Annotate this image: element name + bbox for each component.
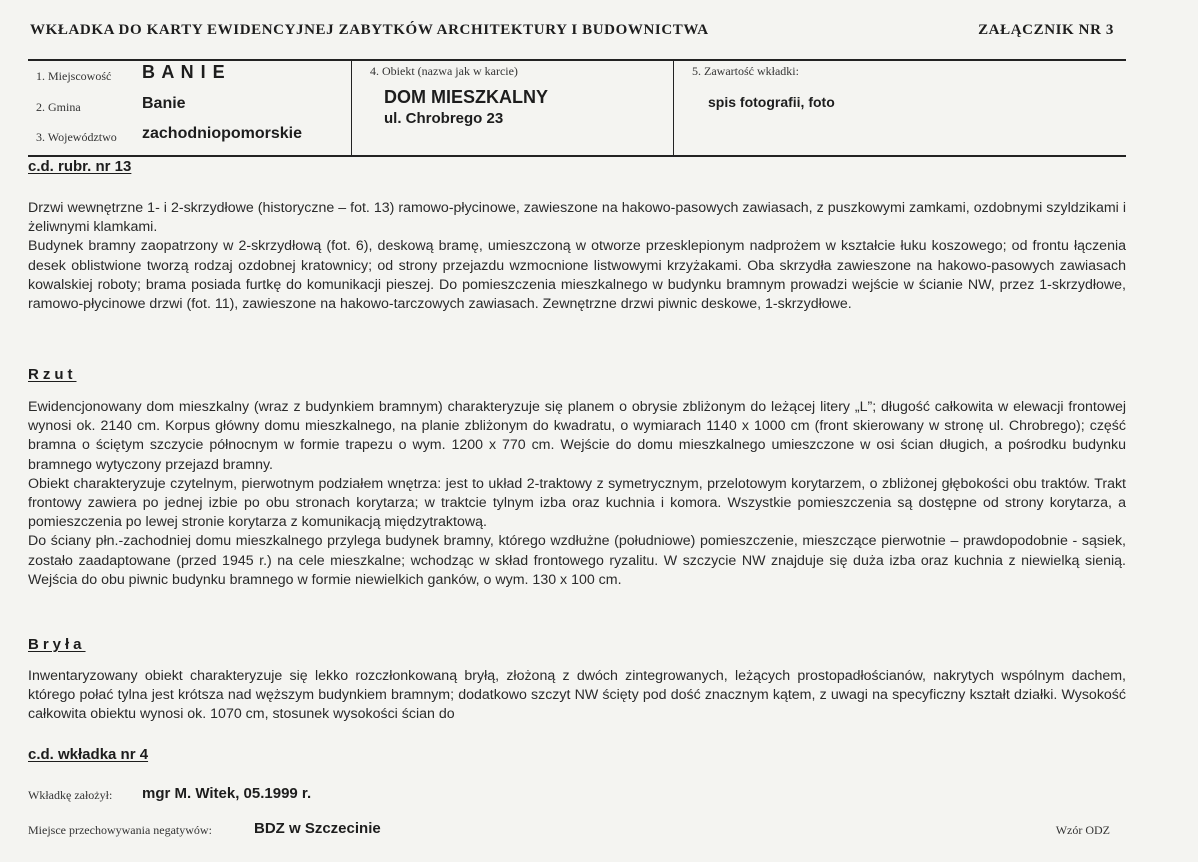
- rzut-paragraph: Do ściany płn.-zachodniej domu mieszkalnego przylega budynek bramny, którego wzdłużne (południowe) pomieszczenie, mieszczące pierwotnie – prawdopodobnie - sąsiek, zostało zaadaptowane (przed 1945 r.) na cele mieszkalne; wchodząc w skład frontowego ryzalitu. W szczycie NW znajduje się duża izba oraz kuchnia z niewielką sienią. Wejścia do obu piwnic budynku bramnego w formie niewielkich ganków, o wym. 130 x 100 cm.: [28, 533, 1126, 588]
- intro-paragraph: Budynek bramny zaopatrzony w 2-skrzydłową (fot. 6), deskową bramę, umieszczoną w otworze przesklepionym nadprożem w kształcie łuku koszowego; od frontu łączenia desek oblistwione tworzą rodzaj ozdobnej kratownicy; od strony przejazdu wzmocnione listwowymi krzyżakami. Oba skrzydła zawieszone na hakowo-pasowych zawiasach kowalskiej roboty; brama posiada furtkę do komunikacji pieszej. Do pomieszczenia mieszkalnego w budynku bramnym prowadzi wejście w ścianie NW, przez 1-skrzydłowe, ramowo-płycinowe drzwi (fot. 11), zawieszone na hakowo-tarczowych zawiasach. Zewnętrzne drzwi piwnic deskowe, 1-skrzydłowe.: [28, 238, 1126, 313]
- intro-section: [28, 199, 1126, 314]
- bryla-section: [28, 667, 1126, 725]
- negatives-value: BDZ w Szczecinie: [254, 820, 381, 837]
- obiekt-label: 4. Obiekt (nazwa jak w karcie): [370, 64, 518, 78]
- wojewodztwo-label: 3. Województwo: [36, 130, 117, 144]
- negatives-label: Miejsce przechowywania negatywów:: [28, 823, 212, 837]
- obiekt-address: ul. Chrobrego 23: [384, 110, 504, 127]
- annex-number: ZAŁĄCZNIK NR 3: [978, 22, 1114, 38]
- gmina-label: 2. Gmina: [36, 100, 81, 114]
- bryla-paragraph: Inwentaryzowany obiekt charakteryzuje się lekko rozczłonkowaną bryłą, złożoną z dwóch zintegrowanych, leżących prostopadłościanów, nakrytych wspólnym dachem, którego połać tylna jest krótsza nad węższym budynkiem bramnym; dodatkowo szczyt NW ścięty pod dość znacznym kątem, z uwagi na specyficzny kształt działki. Wysokość całkowita obiektu wynosi ok. 1070 cm, stosunek wysokości ścian do: [28, 668, 1126, 723]
- rzut-heading: Rzut: [28, 366, 77, 383]
- rzut-paragraph: Ewidencjonowany dom mieszkalny (wraz z budynkiem bramnym) charakteryzuje się planem o obrysie zbliżonym do leżącej litery „L”; długość całkowita w elewacji frontowej wynosi ok. 2140 cm. Korpus główny domu mieszkalnego, na planie zbliżonym do kwadratu, o wymiarach 1140 x 1000 cm (front skierowany w stronę ul. Chrobrego); część bramna o ściętym szczycie północnym w formie trapezu o wym. 1200 x 770 cm. Wejście do domu mieszkalnego umieszczone w osi ścian długich, a pośrodku budynku bramnego wytyczony przejazd bramny.: [28, 399, 1126, 473]
- header-rule-bottom: [28, 155, 1126, 157]
- zawartosc-value: spis fotografii, foto: [708, 94, 835, 110]
- author-value: mgr M. Witek, 05.1999 r.: [142, 785, 312, 802]
- wojewodztwo-value: zachodniopomorskie: [142, 125, 303, 142]
- template-label: Wzór ODZ: [1055, 823, 1110, 837]
- field-divider-2: [673, 60, 674, 155]
- document-title: WKŁADKA DO KARTY EWIDENCYJNEJ ZABYTKÓW ARCHITEKTURY I BUDOWNICTWA: [30, 22, 709, 38]
- rzut-section: [28, 398, 1126, 590]
- field-divider-1: [351, 60, 352, 155]
- continuation-heading-bottom: c.d. wkładka nr 4: [28, 746, 149, 763]
- continuation-heading-top: c.d. rubr. nr 13: [28, 158, 132, 175]
- intro-paragraph: Drzwi wewnętrzne 1- i 2-skrzydłowe (historyczne – fot. 13) ramowo-płycinowe, zawieszone na hakowo-pasowych zawiasach, z puszkowymi zamkami, ozdobnymi szyldzikami i żeliwnymi klamkami.: [28, 200, 1126, 236]
- author-label: Wkładkę założył:: [28, 788, 113, 802]
- header-rule-top: [28, 59, 1126, 61]
- rzut-paragraph: Obiekt charakteryzuje czytelnym, pierwotnym podziałem wnętrza: jest to układ 2-traktowy z symetrycznym, przelotowym korytarzem, o zbliżonej głębokości obu traktów. Trakt frontowy zawiera po jednej izbie po obu stronach korytarza; w traktcie tylnym izba oraz kuchnia i komora. Wszystkie pomieszczenia są dostępne od strony korytarza, a pomieszczenia po lewej stronie korytarza z komunikacją międzytraktową.: [28, 475, 1126, 531]
- bryla-heading: Bryła: [28, 636, 86, 653]
- obiekt-value: DOM MIESZKALNY: [384, 87, 548, 107]
- zawartosc-label: 5. Zawartość wkładki:: [692, 64, 799, 78]
- miejscowosc-value: B A N I E: [142, 62, 226, 82]
- miejscowosc-label: 1. Miejscowość: [36, 69, 112, 83]
- gmina-value: Banie: [142, 95, 186, 112]
